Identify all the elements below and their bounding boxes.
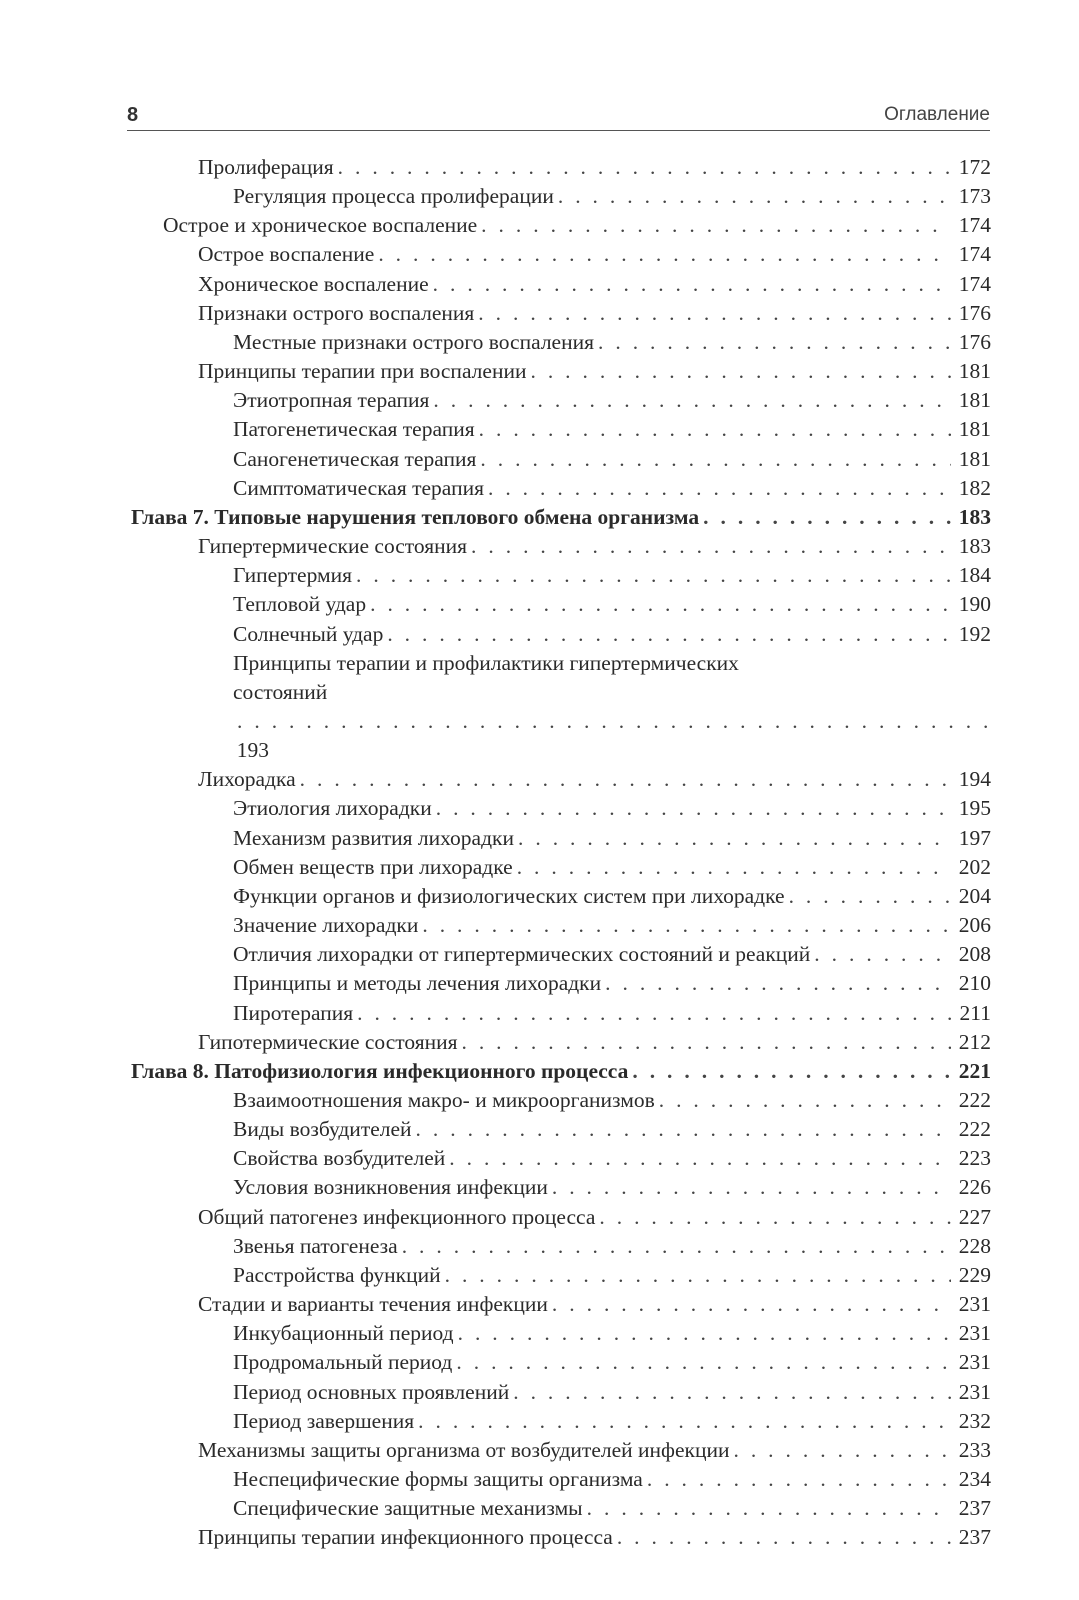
toc-entry-page-number: 210	[958, 971, 991, 996]
toc-entry-page-number: 221	[958, 1058, 991, 1083]
toc-entry-page-number: 237	[958, 1496, 991, 1521]
dot-leader	[605, 969, 951, 998]
dot-leader	[814, 940, 951, 969]
toc-entry	[0, 1407, 1079, 1436]
dot-leader	[237, 707, 987, 736]
toc-entry-page-number: 176	[958, 329, 991, 354]
toc-entry	[0, 386, 1079, 415]
toc-entry	[0, 1086, 1079, 1115]
dot-leader	[789, 882, 951, 911]
toc-entry-page-number: 181	[958, 417, 991, 442]
toc-entry-page-number: 206	[958, 913, 991, 938]
toc-entry-title: Глава 7. Типовые нарушения теплового обмена организма	[131, 504, 700, 529]
toc-entry-page-number: 231	[958, 1350, 991, 1375]
toc-entry-title: Общий патогенез инфекционного процесса	[198, 1204, 596, 1229]
toc-chapter-entry	[0, 503, 1079, 532]
dot-leader	[456, 1348, 951, 1377]
toc-entry-page-number: 204	[958, 883, 991, 908]
toc-entry-page-number: 226	[958, 1175, 991, 1200]
toc-entry-title: Местные признаки острого воспаления	[233, 329, 594, 354]
dot-leader	[433, 386, 951, 415]
toc-entry-page-number: 182	[958, 475, 991, 500]
toc-entry	[0, 445, 1079, 474]
dot-leader	[587, 1494, 951, 1523]
toc-entry-page-number: 195	[958, 796, 991, 821]
toc-entry	[0, 1436, 1079, 1465]
toc-entry-page-number: 183	[958, 534, 991, 559]
toc-entry-page-number: 192	[958, 621, 991, 646]
toc-entry-title: Инкубационный период	[233, 1321, 454, 1346]
toc-entry-title: состояний	[233, 679, 328, 704]
toc-entry-title-line: Принципы терапии и профилактики гипертермических	[233, 650, 739, 675]
toc-entry-title: Гипертермия	[233, 563, 352, 588]
toc-entry-title: Этиология лихорадки	[233, 796, 432, 821]
toc-entry-title: Пиротерапия	[233, 1000, 354, 1025]
toc-entry-page-number: 212	[958, 1029, 991, 1054]
toc-entry-page-number: 184	[958, 563, 991, 588]
toc-entry-page-number: 222	[958, 1117, 991, 1142]
toc-entry	[0, 561, 1079, 590]
dot-leader	[552, 1290, 951, 1319]
toc-entry-page-number: 172	[958, 155, 991, 179]
toc-entry	[0, 328, 1079, 357]
dot-leader	[479, 415, 951, 444]
toc-entry-title: Лихорадка	[198, 767, 296, 792]
dot-leader	[632, 1057, 951, 1086]
toc-entry-page-number: 229	[958, 1262, 991, 1287]
dot-leader	[458, 1319, 951, 1348]
toc-entry-title: Свойства возбудителей	[233, 1146, 446, 1171]
dot-leader	[659, 1086, 951, 1115]
dot-leader	[647, 1465, 951, 1494]
toc-chapter-entry	[0, 1057, 1079, 1086]
dot-leader	[402, 1232, 951, 1261]
toc-entry-page-number: 231	[958, 1292, 991, 1317]
toc-entry-page-number: 223	[958, 1146, 991, 1171]
toc-entry-title: Продромальный период	[233, 1350, 453, 1375]
toc-entry	[0, 270, 1079, 299]
dot-leader	[617, 1523, 951, 1552]
page-number: 8	[127, 104, 139, 126]
toc-entry	[0, 969, 1079, 998]
toc-entry-title: Звенья патогенеза	[233, 1233, 398, 1258]
dot-leader	[338, 153, 951, 182]
toc-entry	[0, 765, 1079, 794]
toc-entry-title: Неспецифические формы защиты организма	[233, 1467, 643, 1492]
dot-leader	[733, 1436, 951, 1465]
toc-entry-page-number: 183	[958, 504, 991, 529]
toc-entry-page-number: 194	[958, 767, 991, 792]
toc-entry-title: Значение лихорадки	[233, 913, 419, 938]
toc-entry-page-number: 222	[958, 1088, 991, 1112]
running-title: Оглавление	[884, 104, 990, 125]
toc-entry	[0, 1378, 1079, 1407]
toc-entry-title: Регуляция процесса пролиферации	[233, 184, 554, 209]
toc-entry-page-number: 174	[958, 213, 991, 238]
toc-entry-page-number: 197	[958, 825, 991, 850]
dot-leader	[356, 561, 951, 590]
dot-leader	[370, 590, 951, 619]
toc-entry	[0, 211, 1079, 240]
dot-leader	[387, 620, 951, 649]
toc-entry-title: Принципы терапии при воспалении	[198, 359, 527, 384]
toc-entry-title: Стадии и варианты течения инфекции	[198, 1292, 548, 1317]
toc-entry-title: Условия возникновения инфекции	[233, 1175, 548, 1200]
toc-entry-title: Период основных проявлений	[233, 1379, 510, 1404]
dot-leader	[433, 270, 951, 299]
toc-entry-title: Обмен веществ при лихорадке	[233, 854, 513, 879]
toc-entry	[0, 474, 1079, 503]
toc-entry	[0, 1290, 1079, 1319]
toc-entry-title: Виды возбудителей	[233, 1117, 412, 1142]
toc-entry-page-number: 181	[958, 359, 991, 384]
toc-entry-title: Тепловой удар	[233, 592, 367, 617]
toc-entry-title: Острое воспаление	[198, 242, 375, 267]
toc-entry	[0, 1028, 1079, 1057]
toc-entry-title: Пролиферация	[198, 155, 334, 179]
dot-leader	[436, 794, 951, 823]
dot-leader	[418, 1407, 951, 1436]
dot-leader	[518, 824, 951, 853]
toc-entry	[0, 357, 1079, 386]
dot-leader	[488, 474, 951, 503]
toc-entry	[0, 153, 1079, 182]
dot-leader	[599, 1203, 951, 1232]
toc-entry	[0, 1465, 1079, 1494]
toc-entry-title: Взаимоотношения макро- и микроорганизмов	[233, 1088, 655, 1112]
toc-entry	[0, 620, 1079, 649]
dot-leader	[422, 911, 951, 940]
dot-leader	[530, 357, 951, 386]
toc-entry-page-number: 231	[958, 1321, 991, 1346]
toc-entry	[0, 532, 1079, 561]
toc-entry	[0, 1115, 1079, 1144]
toc-entry-page-number: 232	[958, 1408, 991, 1433]
toc-entry	[0, 911, 1079, 940]
toc-entry	[0, 824, 1079, 853]
toc-entry-title: Принципы терапии инфекционного процесса	[198, 1525, 613, 1550]
toc-entry	[0, 1232, 1079, 1261]
toc-entry-title: Период завершения	[233, 1408, 415, 1433]
toc-entry	[0, 240, 1079, 269]
dot-leader	[445, 1261, 951, 1290]
dot-leader	[517, 853, 951, 882]
toc-entry	[0, 590, 1079, 619]
toc-entry	[0, 182, 1079, 211]
toc-entry-title: Хроническое воспаление	[198, 271, 429, 296]
toc-entry-page-number: 202	[958, 854, 991, 879]
toc-entry	[0, 1319, 1079, 1348]
toc-entry-title: Гипертермические состояния	[198, 534, 468, 559]
toc-entry	[0, 1203, 1079, 1232]
toc-entry-page-number: 174	[958, 242, 991, 267]
toc-entry-title: Признаки острого воспаления	[198, 300, 475, 325]
dot-leader	[552, 1173, 951, 1202]
toc-entry-title: Отличия лихорадки от гипертермических состояний и реакций	[233, 942, 811, 967]
toc-entry	[0, 1144, 1079, 1173]
toc-entry-page-number: 234	[958, 1467, 991, 1492]
dot-leader	[598, 328, 951, 357]
dot-leader	[416, 1115, 951, 1144]
toc-entry-page-number: 228	[958, 1233, 991, 1258]
table-of-contents	[0, 153, 1079, 1553]
toc-entry	[0, 1173, 1079, 1202]
dot-leader	[378, 240, 951, 269]
dot-leader	[703, 503, 951, 532]
dot-leader	[471, 532, 951, 561]
dot-leader	[478, 299, 951, 328]
dot-leader	[300, 765, 951, 794]
toc-entry-page-number: 190	[958, 592, 991, 617]
toc-entry-page-number: 181	[958, 388, 991, 413]
toc-entry-title: Саногенетическая терапия	[233, 446, 477, 471]
toc-entry	[0, 299, 1079, 328]
toc-entry-title: Гипотермические состояния	[198, 1029, 458, 1054]
toc-entry	[0, 999, 1079, 1028]
toc-entry	[0, 649, 1079, 766]
toc-entry-title: Солнечный удар	[233, 621, 384, 646]
toc-entry-page-number: 174	[958, 271, 991, 296]
toc-entry	[0, 940, 1079, 969]
toc-entry-page-number: 173	[958, 184, 991, 209]
toc-entry-title: Острое и хроническое воспаление	[163, 213, 478, 238]
toc-entry-page-number: 211	[959, 1000, 991, 1025]
toc-entry-page-number: 237	[958, 1525, 991, 1550]
dot-leader	[481, 211, 951, 240]
dot-leader	[449, 1144, 951, 1173]
toc-entry-page-number: 176	[958, 300, 991, 325]
toc-entry	[0, 415, 1079, 444]
toc-entry-page-number: 181	[958, 446, 991, 471]
toc-entry-page-number: 227	[958, 1204, 991, 1229]
toc-entry	[0, 853, 1079, 882]
toc-entry-title: Механизмы защиты организма от возбудителей инфекции	[198, 1437, 730, 1462]
toc-entry	[0, 1523, 1079, 1552]
toc-entry-title: Расстройства функций	[233, 1262, 441, 1287]
toc-entry	[0, 882, 1079, 911]
toc-entry-page-number: 233	[958, 1437, 991, 1462]
toc-entry-title: Этиотропная терапия	[233, 388, 430, 413]
toc-entry-title: Глава 8. Патофизиология инфекционного процесса	[131, 1058, 629, 1083]
toc-entry-title: Специфические защитные механизмы	[233, 1496, 583, 1521]
toc-entry-title: Симптоматическая терапия	[233, 475, 484, 500]
toc-entry-title: Функции органов и физиологических систем при лихорадке	[233, 883, 785, 908]
toc-entry	[0, 1348, 1079, 1377]
dot-leader	[461, 1028, 951, 1057]
dot-leader	[513, 1378, 951, 1407]
toc-entry-page-number: 231	[958, 1379, 991, 1404]
page-header	[127, 100, 990, 131]
toc-entry-page-number: 193	[236, 738, 269, 763]
toc-entry-title: Механизм развития лихорадки	[233, 825, 514, 850]
toc-entry-title: Принципы и методы лечения лихорадки	[233, 971, 602, 996]
toc-entry	[0, 794, 1079, 823]
toc-entry	[0, 1261, 1079, 1290]
toc-entry-page-number: 208	[958, 942, 991, 967]
dot-leader	[558, 182, 951, 211]
dot-leader	[480, 445, 951, 474]
toc-entry-title: Патогенетическая терапия	[233, 417, 475, 442]
dot-leader	[357, 999, 951, 1028]
toc-entry	[0, 1494, 1079, 1523]
